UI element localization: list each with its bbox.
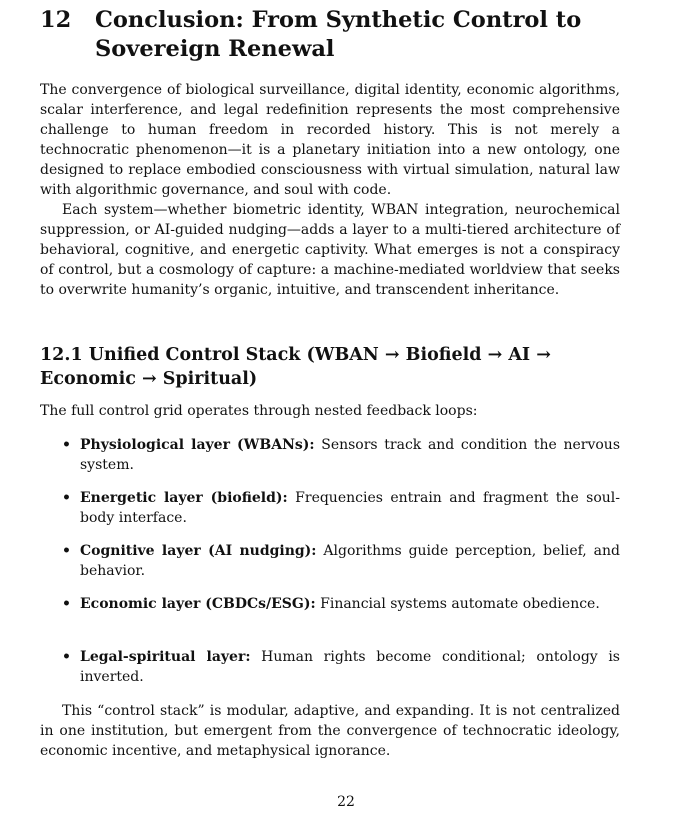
paragraph-closing: This “control stack” is modular, adaptive, and expanding. It is not centralized in one institution, but emergent from the convergence of technocratic ideology, economic incentive, and metaphysical ignorance. — [40, 703, 620, 759]
bullet-icon: • — [62, 490, 71, 506]
page-number: 22 — [337, 794, 355, 810]
list-item-text: Financial systems automate obedience. — [320, 596, 600, 612]
list-item-text: Human rights become conditional; ontology is inverted. — [80, 649, 620, 685]
list-item-label: Cognitive layer (AI nudging): — [80, 543, 317, 559]
paragraph-intro: The convergence of biological surveillance, digital identity, economic algorithms, scalar interference, and legal redefinition represents the most comprehensive challenge to human freedom in recorded history. This is not merely a technocratic phenomenon—it is a planetary initiation into a new ontology, one designed to replace embodied consciousness with virtual simulation, natural law with algorithmic governance, and soul with code. — [40, 82, 620, 198]
bullet-icon: • — [62, 596, 71, 612]
list-item-label: Energetic layer (biofield): — [80, 490, 288, 506]
list-item — [62, 436, 620, 489]
subsection-intro: The full control grid operates through nested feedback loops: — [40, 403, 478, 419]
bullet-icon: • — [62, 543, 71, 559]
list-item — [62, 648, 620, 701]
section-title: Conclusion: From Synthetic Control to Sovereign Renewal — [95, 7, 582, 62]
list-item-text: Algorithms guide perception, belief, and behavior. — [80, 543, 620, 579]
bullet-icon: • — [62, 437, 71, 453]
list-item-text: Sensors track and condition the nervous system. — [80, 437, 621, 473]
subsection-title: 12.1 Unified Control Stack (WBAN → Biofield → AI → Economic → Spiritual) — [40, 345, 551, 389]
paragraph-systems: Each system—whether biometric identity, WBAN integration, neurochemical suppression, or AI-guided nudging—adds a layer to a multi-tiered architecture of behavioral, cognitive, and energetic captivity. What emerges is not a conspiracy of control, but a cosmology of capture: a machine-mediated worldview that seeks to overwrite humanity’s organic, intuitive, and transcendent inheritance. — [40, 202, 620, 298]
list-item — [62, 489, 620, 542]
control-layer-list — [62, 436, 620, 701]
list-item-label: Legal-spiritual layer: — [80, 649, 251, 665]
list-item — [62, 542, 620, 595]
list-item-label: Economic layer (CBDCs/ESG): — [80, 596, 316, 612]
section-heading — [40, 6, 692, 64]
list-item-label: Physiological layer (WBANs): — [80, 437, 315, 453]
list-item — [62, 595, 620, 648]
list-item-text: Frequencies entrain and fragment the soul-body interface. — [80, 490, 621, 526]
section-number: 12 — [40, 7, 72, 33]
bullet-icon: • — [62, 649, 71, 665]
